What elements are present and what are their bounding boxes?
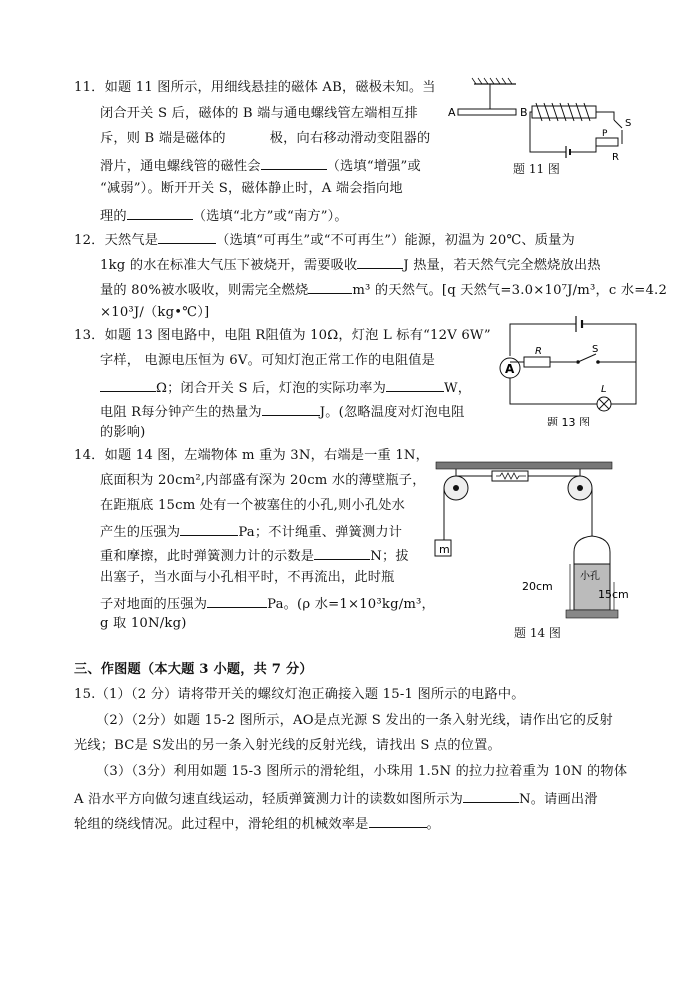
- q11-line4: [100, 155, 421, 176]
- q13-line3b: W，: [443, 381, 472, 396]
- q11-line2: 闭合开关 S 后，磁体的 B 端与通电螺线管左端相互排: [100, 106, 418, 121]
- figure-13: [494, 314, 644, 426]
- fig11-label-a: A: [448, 106, 456, 119]
- q11-line5: “减弱”）。断开开关 S，磁体静止时，A 端会指向地: [100, 181, 403, 196]
- q15-part3-line2b: N。请画出滑: [518, 792, 598, 807]
- q13-line3a: Ω；闭合开关 S 后，灯泡的实际功率为: [156, 381, 386, 396]
- q11-line4b: （选填“增强”或: [326, 159, 421, 174]
- q12-line1a: 12．天然气是: [74, 233, 159, 248]
- q13-line5: 的影响): [100, 425, 146, 440]
- q14-line4: [100, 521, 402, 542]
- q12-line1: [74, 229, 575, 250]
- answer-blank[interactable]: [207, 593, 267, 608]
- fig14-label-15cm: 15cm: [598, 588, 629, 601]
- fig14-label-20cm: 20cm: [522, 580, 553, 593]
- answer-blank[interactable]: [261, 155, 327, 170]
- q14-line5: [100, 545, 409, 566]
- q14-line3: 在距瓶底 15cm 处有一个被塞住的小孔,则小孔处水: [100, 498, 406, 513]
- q15-part1: 15.（1）（2 分）请将带开关的螺纹灯泡正确接入题 15-1 图所示的电路中。: [74, 687, 525, 702]
- fig13-label-l: L: [601, 384, 607, 395]
- q12-line2a: 1kg 的水在标准大气压下被烧开，需要吸收: [100, 258, 358, 273]
- answer-blank[interactable]: [127, 205, 193, 220]
- q11-line6b: （选填“北方”或“南方”）。: [192, 209, 348, 224]
- q15-part3-line1: （3）（3分）利用如题 15-3 图所示的滑轮组，小珠用 1.5N 的拉力拉着重为 10N 的物体: [96, 764, 628, 779]
- q12-line2: [100, 254, 601, 275]
- answer-blank[interactable]: [100, 377, 156, 392]
- q12-line1b: （选填“可再生”或“不可再生”）能源，初温为 20℃、质量为: [216, 233, 575, 248]
- answer-blank[interactable]: [463, 788, 519, 803]
- q12-line3: [100, 279, 667, 300]
- q13-line4: [100, 401, 465, 422]
- q14-line1: 14．如题 14 图，左端物体 m 重为 3N，右端是一重 1N，: [74, 448, 430, 463]
- q14-line7: [100, 593, 435, 614]
- figure-14-caption: 题 14 图: [514, 626, 561, 640]
- q14-line6: 出塞子，当水面与小孔相平时，不再流出，此时瓶: [100, 570, 395, 585]
- q14-line7b: Pa。(ρ 水=1×10³kg/m³，: [267, 597, 435, 612]
- q11-line4a: 滑片，通电螺线管的磁性会: [100, 159, 261, 174]
- answer-blank[interactable]: [357, 254, 403, 269]
- fig13-label-s: S: [592, 344, 599, 355]
- q14-line2: 底面积为 20cm²,内部盛有深为 20cm 水的薄壁瓶子，: [100, 473, 426, 488]
- q11-line3a: 斥，则 B 端是磁体的: [100, 131, 226, 146]
- fig11-label-r: R: [612, 152, 619, 163]
- q12-line4: ×10³J/（kg•℃）]: [100, 305, 210, 320]
- q11-line3: [100, 130, 430, 148]
- q12-line3b: m³ 的天然气。[q 天然气=3.0×10⁷J/m³，c 水=4.2: [352, 283, 668, 298]
- q15-part2-line2: 光线；BC是 S发出的另一条入射光线的反射光线，请找出 S 点的位置。: [74, 738, 501, 753]
- q15-part3-line2: [74, 788, 598, 809]
- q14-line5b: N；拔: [370, 549, 409, 564]
- fig13-caption: 题 13 图: [547, 416, 590, 426]
- answer-blank[interactable]: [314, 545, 370, 560]
- q12-line3a: 量的 80%被水吸收，则需完全燃烧: [100, 283, 309, 298]
- q14-line4b: Pa；不计绳重、弹簧测力计: [238, 525, 403, 540]
- section-3-title: 三、作图题（本大题 3 小题，共 7 分）: [74, 662, 313, 677]
- q15-part2-line1: （2）（2分）如题 15-2 图所示，AO是点光源 S 发出的一条入射光线，请作出它的反射: [96, 713, 613, 728]
- q11-line1: 11．如题 11 图所示，用细线悬挂的磁体 AB，磁极未知。当: [74, 80, 436, 95]
- q15-part3-line3b: 。: [426, 817, 440, 832]
- q13-line4a: 电阻 R每分钟产生的热量为: [100, 405, 262, 420]
- fig13-label-r: R: [535, 346, 542, 357]
- fig11-label-b: B: [520, 106, 528, 119]
- q14-line5a: 重和摩擦，此时弹簧测力计的示数是: [100, 549, 315, 564]
- fig14-label-hole: 小孔: [580, 571, 600, 582]
- q13-line4b: J。(忽略温度对灯泡电阻: [319, 405, 465, 420]
- answer-blank[interactable]: [180, 521, 238, 536]
- q15-part3-line2a: A 沿水平方向做匀速直线运动，轻质弹簧测力计的读数如图所示为: [74, 792, 463, 807]
- answer-blank[interactable]: [308, 279, 352, 294]
- q13-line2: 字样， 电源电压恒为 6V。可知灯泡正常工作的电阻值是: [100, 353, 436, 368]
- answer-blank[interactable]: [262, 401, 320, 416]
- answer-blank[interactable]: [158, 229, 216, 244]
- q13-line3: [100, 377, 471, 398]
- figure-14: [430, 458, 630, 640]
- figure-11-caption: 题 11 图: [513, 162, 560, 176]
- q11-line6: [100, 205, 348, 226]
- q15-part3-line3: [74, 813, 440, 834]
- q14-line8: g 取 10N/kg): [100, 616, 187, 631]
- answer-blank[interactable]: [386, 377, 444, 392]
- fig13-ammeter-label: A: [505, 362, 515, 376]
- q13-line1: 13．如题 13 图电路中，电阻 R阻值为 10Ω，灯泡 L 标有“12V 6W”: [74, 328, 491, 343]
- fig14-label-m: m: [439, 543, 450, 556]
- q11-line6a: 理的: [100, 209, 127, 224]
- q14-line7a: 子对地面的压强为: [100, 597, 208, 612]
- q14-line4a: 产生的压强为: [100, 525, 181, 540]
- q11-line3b: 极，向右移动滑动变阻器的: [269, 131, 431, 146]
- answer-blank[interactable]: [369, 813, 427, 828]
- fig11-label-s: S: [625, 118, 632, 129]
- q15-part3-line3a: 轮组的绕线情况。此过程中，滑轮组的机械效率是: [74, 817, 369, 832]
- fig11-label-p: P: [602, 129, 608, 139]
- q12-line2b: J 热量，若天然气完全燃烧放出热: [403, 258, 601, 273]
